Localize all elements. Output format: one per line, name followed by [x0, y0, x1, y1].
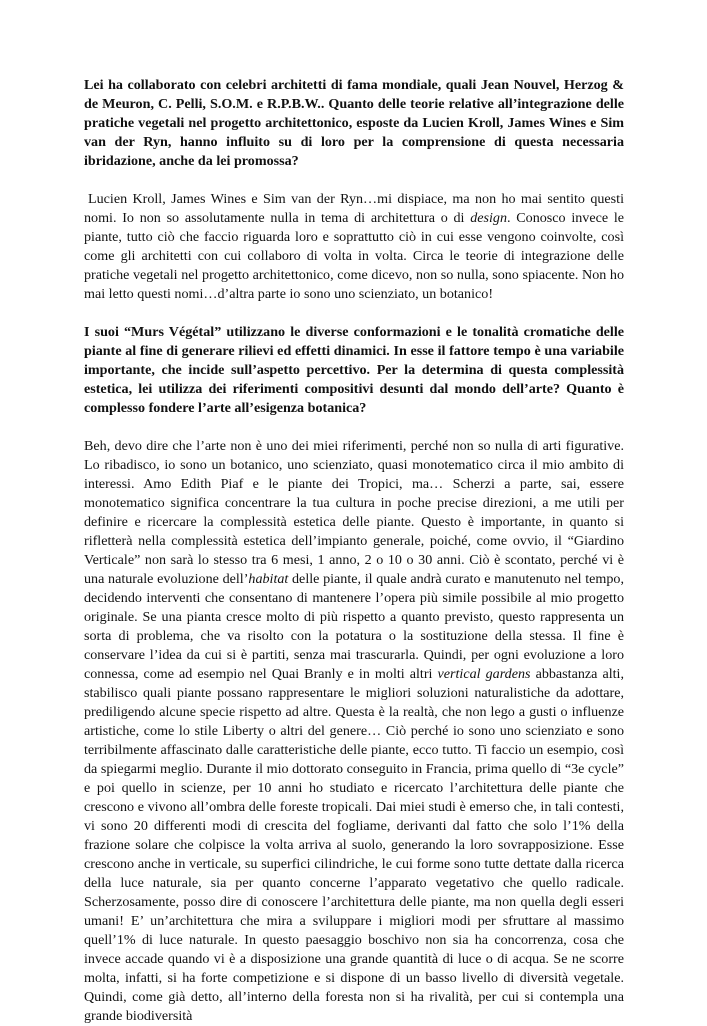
answer-2-italic-vertical-gardens: vertical gardens	[437, 666, 531, 682]
answer-1-part-1: Lucien Kroll, James Wines e Sim van der Ryn…mi dispiace, ma non ho mai sentito questi nomi. Io non so assolutamente nulla in tema di architettura o di	[84, 191, 624, 226]
answer-2-italic-habitat: habitat	[248, 571, 289, 587]
answer-2	[84, 437, 624, 1026]
answer-2-part-2: delle piante, il quale andrà curato e manutenuto nel tempo, decidendo interventi che consentano di mantenere l’opera più simile possibile al mio progetto originale. Se una pianta cresce molto di più rispetto a quanto previsto, questo rappresenta un sorta di problema, che va risolto con la potatura o la sostituzione della stessa. Il fine è conservare l’idea da cui si è partiti, senza mai trascurarla. Quindi, per ogni evoluzione a loro connessa, come ad esempio nel Quai Branly e in molti altri	[84, 571, 624, 682]
document-page	[84, 76, 624, 1026]
answer-1	[84, 190, 624, 304]
answer-2-part-1: Beh, devo dire che l’arte non è uno dei miei riferimenti, perché non so nulla di arti figurative. Lo ribadisco, io sono un botanico, uno scienziato, quasi monotematico circa il mio ambito di interessi. Amo Edith Piaf e le piante dei Tropici, ma… Scherzi a parte, sai, essere monotematico significa concentrare la tua cultura in poche precise direzioni, a me utili per definire e ricercare la complessità estetica delle piante. Questo è importante, in quanto si rifletterà nella complessità estetica dell’impianto generale, poiché, come ovvio, il “Giardino Verticale” non sarà lo stesso tra 6 mesi, 1 anno, 2 o 10 o 30 anni. Ciò è scontato, perché vi è una naturale evoluzione dell’	[84, 438, 624, 587]
answer-1-italic-design: design	[470, 210, 507, 226]
question-2: I suoi “Murs Végétal” utilizzano le diverse conformazioni e le tonalità cromatiche delle piante al fine di generare rilievi ed effetti dinamici. In esse il fattore tempo è una variabile importante, che incide sull’aspetto percettivo. Per la determina di questa complessità estetica, lei utilizza dei riferimenti compositivi desunti dal mondo dell’arte? Quanto è complesso fondere l’arte all’esigenza botanica?	[84, 324, 624, 416]
question-1: Lei ha collaborato con celebri architetti di fama mondiale, quali Jean Nouvel, Herzog & de Meuron, C. Pelli, S.O.M. e R.P.B.W.. Quanto delle teorie relative all’integrazione delle pratiche vegetali nel progetto architettonico, esposte da Lucien Kroll, James Wines e Sim van der Ryn, hanno influito su di loro per la comprensione di questa necessaria ibridazione, anche da lei promossa?	[84, 77, 624, 169]
answer-1-part-2: . Conosco invece le piante, tutto ciò che faccio riguarda loro e soprattutto ciò in cui esse vengono coinvolte, così come gli architetti con cui collaboro di volta in volta. Circa le teorie di integrazione delle pratiche vegetali nel progetto architettonico, come dicevo, non so nulla, sono spiacente. Non ho mai letto questi nomi…d’altra parte io sono uno scienziato, un botanico!	[84, 210, 624, 302]
answer-2-part-3: abbastanza alti, stabilisco quali piante possano rappresentare le migliori soluzioni naturalistiche da adottare, prediligendo alcune specie rispetto ad altre. Questa è la realtà, che non lego a gusti o influenze artistiche, come lo stile Liberty o altri del genere… Ciò perché io sono uno scienziato e sono terribilmente affascinato dalle caratteristiche delle piante, ecco tutto. Ti faccio un esempio, così da spiegarmi meglio. Durante il mio dottorato conseguito in Francia, prima quello di “3e cycle” e poi quello in scienze, per 10 anni ho studiato e ricercato l’architettura delle piante che crescono e vivono all’ombra delle foreste tropicali. Dai miei studi è emerso che, in tali contesti, vi sono 20 differenti modi di crescita del fogliame, derivanti dal fatto che solo l’1% della frazione solare che colpisce la volta arriva al suolo, generando la loro sovrapposizione. Esse crescono anche in verticale, su superfici cilindriche, le cui forme sono tutte dettate dalla ricerca della luce naturale, sia per quanto concerne l’apparato vegetativo che quello radicale. Scherzosamente, posso dire di conoscere l’architettura delle piante, ma non quella degli esseri umani! E’ un’architettura che mira a sviluppare i migliori modi per sfruttare al massimo quell’1% di luce naturale. In questo paesaggio boschivo non sia ha concorrenza, cosa che invece accade quando vi è a disposizione una grande quantità di luce o di acqua. Se ne scorre molta, infatti, si ha forte competizione e si dispone di un basso livello di diversità vegetale. Quindi, come già detto, all’interno della foresta non si ha rivalità, per cui si contempla una grande biodiversità	[84, 666, 624, 1024]
